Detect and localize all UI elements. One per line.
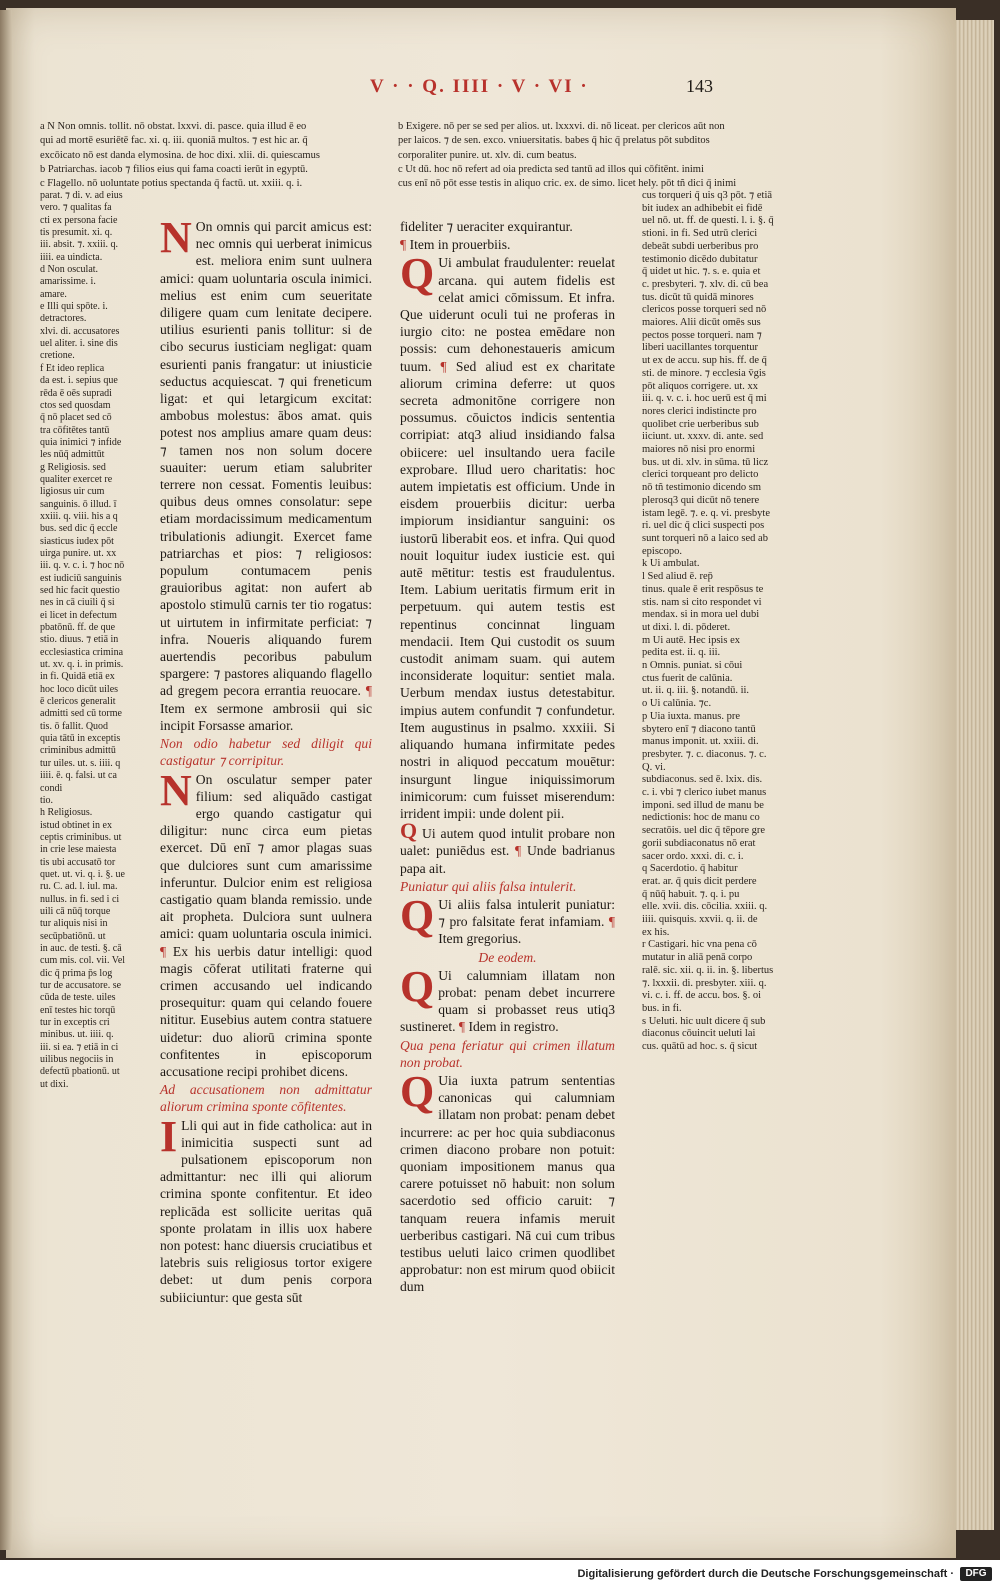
gloss-line: c Flagello. nō uoluntate potius spectanda q̄ factū. ut. xxiii. q. i. [40, 178, 303, 190]
gloss-line: ecclesiastica crimina [40, 646, 124, 658]
rubric: Ad accusationem non admittatur aliorum crimina sponte cōfitentes. [160, 1082, 372, 1115]
gloss-line: iii. absit. ⁊. xxiii. q. [40, 239, 119, 251]
gloss-line: xxiii. q. viii. his a q [40, 510, 118, 522]
gloss-line: mutatur in aliā penā corpo [642, 952, 753, 964]
gloss-line: uirga punire. ut. xx [40, 547, 117, 559]
gloss-line: tur aliquis nisi in [40, 918, 108, 930]
gloss-line: quolibet crie uerberibus sub [642, 418, 759, 430]
gloss-line: hoc loco dicūt uiles [40, 683, 119, 695]
gloss-line: uilibus negociis in [40, 1054, 114, 1066]
gloss-line: ei licet in defectum [40, 609, 117, 621]
gloss-line: pbatōnū. ff. de que [40, 622, 116, 634]
gloss-line: uel aliter. i. sine dis [40, 338, 118, 350]
gloss-line: ru. C. ad. l. iul. ma. [40, 881, 118, 893]
paragraph: N On osculatur semper pater filium: sed aliquādo castigat ergo quando castigatur qui diligitur: nunc circa eum pietas exercet. Dū enī ⁊ amor plagas suas que dulciores sunt cum amarissime inferuntur. Dulcior enim est religiosa castigatio quam blanda remissio. unde ait propheta. Dulciora sunt uulnera amici: quam uoluntaria oscula inimici. ¶ Ex his uerbis datur intelligi: quod magis cōferat utilitati fraterne qui crimen accusando uel indicando prosequitur: quam qui celando fouere nititur. Eusebius autem contra statuere uidetur: duo aliorū crimina sponte confitentes in episcoporum accusatione recipi prohibet dicens. [160, 765, 372, 1079]
gloss-line: m Ui autē. Hec ipsis ex [642, 634, 740, 646]
gloss-line: maiores nō nisi pro enormi [642, 444, 756, 456]
gloss-line: criminibus admittū [40, 745, 116, 757]
gloss-line: nedictionis: hoc de manu co [642, 812, 760, 824]
gloss-line: episcopo. [642, 545, 682, 557]
gloss-line: p Uia iuxta. manus. pre [642, 710, 740, 722]
binding-gutter [0, 10, 12, 1550]
gloss-line: in fi. Quidā etiā ex [40, 671, 115, 683]
gloss-line: in crie lese maiesta [40, 844, 117, 856]
gloss-line: stis. nam si cito respondet vi [642, 596, 762, 608]
gloss-line: tur uiles. ut. s. iiii. q [40, 757, 121, 769]
gloss-line: defectū pbationū. ut [40, 1066, 120, 1078]
gloss-line: sunt torqueri nō a laico sed ab [642, 532, 768, 544]
gloss-line: cti ex persona facie [40, 214, 118, 226]
gloss-line: cus. quātū ad hoc. s. q̄ sicut [642, 1041, 758, 1053]
gloss-line: vero. ⁊ qualitas fa [40, 202, 112, 214]
gloss-line: nores clerici indistincte pro [642, 405, 757, 417]
gloss-line: admitti sed cū torme [40, 708, 122, 720]
gloss-line: pectos posse torqueri. nam ⁊ [642, 329, 762, 341]
paragraph-mark-icon: ¶ [160, 943, 167, 959]
decorated-initial-n: N [160, 213, 192, 262]
gloss-line: d Non osculat. amarissime. i. [40, 264, 99, 288]
gloss-line: dic q̄ prima p̄s log [40, 967, 113, 979]
gloss-line: tra cōfitētes tantū [40, 424, 110, 436]
gloss-line: erat. ar. q̄ quis dicit perdere [642, 875, 757, 887]
gloss-line: istam legē. ⁊. e. q. vi. presbyte [642, 507, 770, 519]
gloss-line: q Sacerdotio. q̄ habitur [642, 863, 738, 875]
gloss-line: mendax. si in mora uel dubi [642, 609, 760, 621]
gloss-line: iii. q. v. c. i. ⁊ hoc nō [40, 560, 125, 572]
gloss-line: qualiter exercet re [40, 473, 113, 485]
gloss-line: quia inimici ⁊ infide [40, 436, 122, 448]
gloss-right-column [642, 190, 804, 1054]
gloss-line: bus. in fi. [642, 1003, 682, 1014]
gloss-line: c. i. vbi ⁊ clerico iubet manus [642, 787, 767, 799]
gloss-line: tur de accusatore. se [40, 980, 122, 991]
gloss-line: debeāt subdi uerberibus pro [642, 240, 759, 252]
rubric: Non odio habetur sed diligit qui castigatur ⁊ corripitur. [160, 736, 372, 769]
gloss-line: l Sed aliud ē. rep̄ [642, 571, 713, 583]
gloss-line: nullus. in fi. sed i ci [40, 893, 120, 905]
decorated-initial-q: Q [400, 961, 435, 1011]
gloss-line: iii. q. v. c. i. hoc uerū est q̄ mi [642, 393, 767, 405]
paragraph-mark-icon: ¶ [400, 237, 407, 253]
gloss-line: ri. uel dic q̄ clici suspecti pos [642, 520, 765, 532]
paragraph: Q Uia iuxta patrum sententias canonicas qui calumniam illatam non probat: penam debet incurrere: ac per hoc quia subdiaconus crimen diacono probare non potuit: quoniam impositionem manus qua carere potuisset nō habuit: non solum sacerdotio sed officio caruit: ⁊ tanquam reuera infamis meruit uerberibus castigari. Nā cui cum tribus testibus ueluti laico crimen quodlibet approbatur: non est mirum quod obiicit dum [400, 1066, 615, 1295]
gloss-line: diaconus cōuincit ueluti lai [642, 1028, 756, 1040]
gloss-line: imponi. sed illud de manu be [642, 799, 764, 811]
gloss-line: uili cā nūq̄ torque [40, 905, 111, 917]
gloss-line: ligiosus uir cum [40, 486, 105, 498]
gloss-top-left [40, 120, 380, 191]
gloss-line: g Religiosis. sed [40, 461, 106, 473]
gloss-line: b Exigere. nō per se sed per alios. ut. lxxxvi. di. nō liceat. per clericos aūt non [398, 121, 725, 132]
gloss-line: testimonio dicēdo dubitatur [642, 253, 758, 265]
gloss-line: ex his. [642, 926, 670, 938]
gloss-line: ē clericos generalit [40, 696, 116, 708]
gloss-line: da est. i. sepius que [40, 375, 118, 387]
gloss-line: stioni. in fi. Sed utrū clerici [642, 228, 758, 240]
decorated-initial-q: Q [400, 249, 435, 299]
gloss-line: excōicato nō est danda elymosina. de hoc dixi. xlii. di. quiescamus [40, 149, 320, 161]
page-stack-edge [956, 20, 994, 1530]
gloss-line: q̄ uidet ut hic. ⁊. s. e. quia et [642, 266, 761, 278]
paragraph: Q Ui ambulat fraudulenter: reuelat arcana. qui autem fidelis est celat amici cōmissum. Et infra. Que uiderunt oculi tui ne proferas in iurgio cito: ne postea emēdare non possis: cum dehonestaueris amicum tuum. ¶ Sed aliud est ex charitate aliorum crimina deferre: ut quos secreta admonitōne corrigere non possumus. cōuictos indicis sententia corripiat: atq3 aliud insidiando falsa obiicere: uel insultando uera facile exprobare. Illud uero charitatis: hoc autem impietatis est officium. Unde in eisdem prouerbiis dicitur: uerba impiorum insidiantur sanguini: os iustorū liberabit eos. et infra. Qui quod nouit loquitur iudex iusticie est. qui autē mētitur: testis est fraudulentus. Item. Labium ueritatis firmum erit in perpetuum. qui autem testis est repentinus concinnat linguam mendacii. Item Qui custodit os suum custodit animam suam. qui autem inconsiderate loquitur: sentiet mala. Uerbum mendax iustus detestabitur. impius autem confundit ⁊ confundetur. Item augustinus in psalmo. xxxiii. Si aliquando humana infirmitate pedes nostri in aliquod peccatum mouētur: insurgunt lingue iniquissimorum inimicorum: cum fuisset miserendum: irrident impii: unde dolent pii. [400, 249, 615, 821]
decorated-initial-q: Q [400, 1066, 435, 1116]
paragraph-mark-icon: ¶ [440, 358, 447, 374]
gloss-line: q̄ nūq̄ habuit. ⁊. q. i. pu [642, 888, 740, 900]
gloss-line: ut dixi. [40, 1078, 69, 1090]
gloss-line: plerosq3 qui dicūt nō tenere [642, 494, 760, 506]
paragraph-mark-icon: ¶ [365, 683, 373, 699]
gloss-line: est iudiciū sanguinis [40, 572, 122, 584]
gloss-line: c. presbyteri. ⁊. xlv. di. cū bea [642, 278, 769, 290]
gloss-line: s Ueluti. hic uult dicere q̄ sub [642, 1015, 766, 1027]
gloss-line: o Ui calūnia. ⁊c. [642, 698, 712, 710]
gloss-line: ut ex de accu. sup his. ff. de q̄ [642, 355, 767, 367]
gloss-line: sanguinis. ō illud. ī [40, 498, 117, 510]
gloss-line: f Et ideo replica [40, 362, 105, 374]
folio-number: 143 [686, 76, 713, 96]
paragraph: Q Ui autem quod intulit probare non ualet: puniēdus est. ¶ Unde badrianus papa ait. [400, 818, 615, 876]
gloss-line: presbyter. ⁊. c. diaconus. ⁊. c. [642, 748, 767, 760]
gloss-line: sed hic facit questio [40, 585, 120, 596]
digitization-footer [0, 1560, 1000, 1588]
decorated-initial-q: Q [400, 818, 418, 844]
running-head: V · · Q. IIII · V · VI · [370, 76, 589, 97]
paragraph: fideliter ⁊ ueraciter exquirantur. [400, 219, 573, 234]
gloss-line: corporaliter punire. ut. xlv. di. cum beatus. [398, 149, 577, 161]
gloss-line: quet. ut. vi. q. i. §. ue [40, 868, 125, 880]
gloss-line: gorii subdiaconatus nō erat [642, 837, 756, 849]
decorated-initial-q: Q [400, 890, 435, 940]
gloss-line: subdiaconus. sed ē. lxix. dis. [642, 774, 763, 786]
gloss-line: liberi uacillantes torquentur [642, 342, 759, 354]
gloss-line: iiii. quisquis. xxvii. q. ii. de [642, 914, 758, 926]
gloss-line: elle. xvii. dis. cōcilia. xxiii. q. [642, 901, 768, 913]
text-column-1 [160, 213, 373, 1307]
gloss-line: tinus. quale ē erit respōsus te [642, 583, 764, 595]
gloss-line: pōt aliquos corrigere. ut. xx [642, 380, 759, 392]
gloss-line: bus. sed dic q̄ eccle [40, 523, 118, 535]
gloss-line: iii. si ea. ⁊ etiā in ci [40, 1041, 119, 1053]
gloss-line: vi. c. i. ff. de accu. bos. §. oi [642, 990, 762, 1002]
gloss-line: tio. [40, 794, 54, 806]
gloss-line: clericos posse torqueri sed nō [642, 304, 767, 316]
gloss-line: e Illi qui spōte. i. detractores. [40, 301, 108, 325]
gloss-line: iiii. ea uindicta. [40, 251, 103, 263]
gloss-line: b Patriarchas. iacob ⁊ filios eius qui fama coacti ierūt in egyptū. [40, 163, 308, 175]
paragraph-mark-icon: ¶ [458, 1019, 466, 1035]
gloss-line: nō tñ testimonio dicendo sm [642, 482, 761, 494]
gloss-line: qui ad mortē esuriētē fac. xi. q. iii. quoniā multos. ⁊ est hic ar. q̄ [40, 135, 308, 147]
gloss-line: cus torqueri q̄ uis q3 pōt. ⁊ etiā [642, 190, 773, 201]
gloss-line: clerici torqueant pro delicto [642, 469, 759, 481]
gloss-line: secūpbatiōnū. ut [40, 930, 106, 942]
gloss-line: quia tātū in exceptis [40, 733, 121, 745]
paragraph: Q Ui aliis falsa intulerit puniatur: ⁊ pro falsitate ferat infamiam. ¶ Item gregorius. [400, 890, 615, 947]
gloss-line: k Ui ambulat. [642, 558, 700, 570]
paragraph-mark-icon: ¶ [515, 843, 522, 859]
gloss-line: sacer ordo. xxxi. di. c. i. [642, 850, 744, 862]
text-column-2 [400, 218, 615, 1297]
gloss-line: parat. ⁊ di. v. ad eius [40, 190, 123, 201]
rubric: Puniatur qui aliis falsa intulerit. [400, 878, 577, 894]
gloss-line: siasticus iudex pōt [40, 535, 114, 547]
gloss-line: c Ut dū. hoc nō refert ad oia predicta sed tantū ad illos qui cōfitēnt. inimi [398, 163, 704, 175]
gloss-line: secratōis. uel dic q̄ tēpore gre [642, 825, 766, 837]
paragraph: Q Ui calumniam illatam non probat: penam debet incurrere quam si probasset reus utiq3 sustineret. ¶ Idem in registro. [400, 961, 615, 1035]
gloss-line: xlvi. di. accusatores [40, 325, 120, 337]
gloss-line: les nūq̄ admittūt [40, 449, 105, 461]
gloss-line: istud obtinet in ex [40, 819, 112, 831]
gloss-line: enī testes hic torqū [40, 1004, 116, 1016]
gloss-line: iiii. ē. q. falsi. ut ca condi [40, 770, 117, 794]
gloss-line: rēda ē oēs supradi [40, 387, 112, 399]
gloss-line: in auc. de testi. §. cā [40, 942, 122, 954]
gloss-line: q̄ nō placet sed cō [40, 412, 112, 424]
gloss-line: h Religiosus. [40, 807, 93, 819]
gloss-line: bit iudex an adhibebit ei fidē [642, 202, 763, 214]
gloss-line: sbytero enī ⁊ diacono tantū [642, 723, 756, 735]
gloss-line: maiores. Alii dicūt omēs sus [642, 317, 761, 329]
gloss-line: tus. dicūt tū quidā minores [642, 291, 754, 303]
gloss-line: ctus fuerit de calūnia. [642, 672, 733, 684]
paragraph: N On omnis qui parcit amicus est: nec omnis qui uerberat inimicus est. meliora enim sunt uulnera amici: quam uoluntaria oscula inimici. melius est enim cum seueritate diligere quam cum lenitate decipere. utilius esurienti panis tollitur: si de cibo securus iusticiam negligat: quam esurienti panis frangatur: ut iniusticie seductus acquiescat. ⁊ qui freneticum ligat: et qui letargicum excitat: ambobus molestus: ābos amat. quis potest nos amplius amare quam deus: ⁊ tamen nos non solum docere suauiter: uerum etiam salubriter terrere non cessat. Fomentis leuibus: quibus deus omnes consolatur: sepe etiam mordacissimum medicamentum tribulationis adiungit. Exercet fame patriarchas et pios: ⁊ religiosos: populum contumacem penis grauioribus agitat: non aufert ab apostolo stimulū carnis ter tio rogatus: ut uirtutem in infirmitate perficiat: ⁊ infra. Noueris aliquando furem auertendis pecoribus pabulum spargere: ⁊ pastores aliquando flagello ad gregem pecora errantia reuocare. ¶ Item ex sermone ambrosii qui sic incipit Forsasse amarior. [160, 213, 373, 733]
dfg-logo-icon: DFG [960, 1567, 992, 1581]
gloss-line: tis. ō fallit. Quod [40, 720, 109, 732]
paragraph: ¶ Item in prouerbiis. [400, 237, 511, 253]
decorated-initial-i: I [160, 1111, 178, 1161]
gloss-line: amare. [40, 288, 67, 300]
gloss-line: cūda de teste. uiles [40, 992, 116, 1004]
gloss-line: manus imponit. ut. xxiii. di. [642, 736, 759, 748]
gloss-line: ceptis criminibus. ut [40, 831, 122, 843]
decorated-initial-n: N [160, 765, 192, 815]
gloss-top-right [398, 120, 798, 191]
gloss-line: sti. de minore. ⁊ ecclesia v̄gis [642, 367, 766, 379]
gloss-line: stio. diuus. ⁊ etiā in [40, 634, 119, 646]
paragraph-mark-icon: ¶ [608, 914, 615, 930]
gloss-line: Q. vi. [642, 761, 666, 773]
gloss-line: ⁊. lxxxii. di. presbyter. xiii. q. [642, 977, 767, 989]
gloss-line: ut dixi. l. di. pōderet. [642, 621, 731, 633]
gloss-line: a N Non omnis. tollit. nō obstat. lxxvi. di. pasce. quia illud ē eo [40, 121, 307, 132]
gloss-line: uel nō. ut. ff. de questi. l. i. §. q̄ [642, 215, 774, 227]
gloss-line: r Castigari. hic vna pena cō [642, 939, 757, 951]
gloss-line: minibus. ut. iiii. q. [40, 1029, 114, 1041]
gloss-line: cus enī nō pōt esse testis in aliquo cric. ex. de simo. licet hely. pōt tñ dici q̄ inimi [398, 178, 737, 190]
gloss-line: ctos sed quosdam [40, 399, 111, 411]
gloss-line: tis ubi accusatō tor [40, 856, 116, 868]
gloss-left-margin [40, 190, 132, 1091]
rubric: De eodem. [478, 949, 537, 965]
gloss-line: ralē. sic. xii. q. ii. in. §. libertus [642, 964, 774, 976]
gloss-line: ut. xv. q. i. in primis. [40, 659, 124, 671]
gloss-line: iiciunt. ut. xxxv. di. ante. sed [642, 431, 764, 443]
gloss-line: ut. ii. q. iii. §. notandū. ii. [642, 685, 750, 697]
gloss-line: cretione. [40, 350, 75, 362]
rubric: Qua pena feriatur qui crimen illatum non probat. [400, 1037, 615, 1070]
gloss-line: n Omnis. puniat. si cōui [642, 660, 743, 672]
gloss-line: per laicos. ⁊ de sen. exco. vniuersitatis. babes q̄ hic q̄ prelatus pōt subditos [398, 135, 710, 147]
paragraph: I Lli qui aut in fide catholica: aut in inimicitia suspecti sunt ad pulsationem episcoporum non admittantur: nec illi qui aliorum crimina sponte confitentur. Et ideo replicāda est sollicite ueritas quā sponte prolatam in illis uox habere non potest: hanc diuersis cruciatibus et latebris suis religiosus tortor exigere debet: ut dum penis corpora subiiciuntur: que gesta sūt [160, 1111, 372, 1305]
gloss-line: tur in exceptis cri [40, 1017, 110, 1029]
funding-credit: Digitalisierung gefördert durch die Deutsche Forschungsgemeinschaft · [577, 1568, 954, 1580]
gloss-line: cum mis. col. vii. Vel [40, 955, 126, 967]
gloss-line: tis presumit. xi. q. [40, 227, 113, 239]
gloss-line: pedita est. ii. q. iii. [642, 647, 721, 659]
gloss-line: nes in cā ciuili q̄ si [40, 597, 115, 609]
gloss-line: bus. ut di. xlv. in sūma. tū licz [642, 456, 769, 468]
